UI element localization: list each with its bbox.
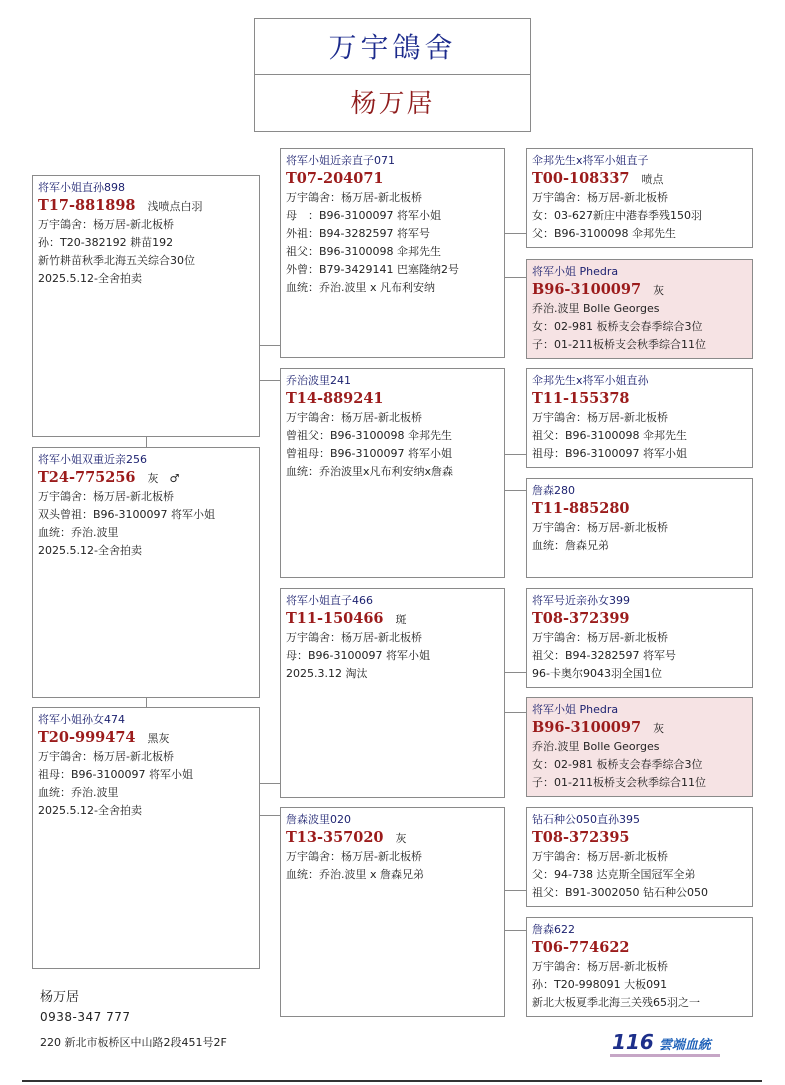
connector <box>259 380 280 381</box>
ring-number: T08-372399 <box>532 610 630 627</box>
info-line: 2025.5.12-全舍拍卖 <box>38 544 142 557</box>
bird-card-parent-4 <box>280 807 505 1017</box>
info-line: 万宇鴿舍：杨万居-新北板桥 <box>286 850 422 863</box>
ring-number: T14-889241 <box>286 390 384 407</box>
ring-number: T08-372395 <box>532 829 630 846</box>
info-line: 子：01-211板桥支会秋季综合11位 <box>532 338 706 351</box>
loft-name: 万宇鴿舍 <box>328 31 457 64</box>
bird-name: 将军小姐 Phedra <box>532 265 619 278</box>
connector <box>259 815 280 816</box>
connector <box>259 783 280 784</box>
bird-name: 詹森622 <box>532 923 575 936</box>
color-note: 喷点 <box>641 173 664 186</box>
info-line: 孙：T20-998091 大板091 <box>532 978 668 991</box>
color-note: 浅喷点白羽 <box>147 200 203 213</box>
bird-card-grandparent-2 <box>526 259 753 359</box>
bird-name: 伞邦先生x将军小姐直孙 <box>532 374 649 387</box>
info-line: 2025.3.12 淘汰 <box>286 667 368 680</box>
bird-card-subject-3 <box>32 707 260 969</box>
bird-card-grandparent-4 <box>526 478 753 578</box>
connector <box>504 233 526 234</box>
info-line: 外祖：B94-3282597 将军号 <box>286 227 430 240</box>
connector <box>504 672 526 673</box>
info-line: 万宇鴿舍：杨万居-新北板桥 <box>532 521 668 534</box>
info-line: 万宇鴿舍：杨万居-新北板桥 <box>532 191 668 204</box>
info-line: 万宇鴿舍：杨万居-新北板桥 <box>532 411 668 424</box>
logo-number: 116 <box>612 1030 654 1054</box>
bird-card-grandparent-6 <box>526 697 753 797</box>
ring-number: T20-999474 黑灰 <box>38 729 170 746</box>
ring-number: T13-357020 灰 <box>286 829 407 846</box>
bird-name: 詹森波里020 <box>286 813 351 826</box>
connector <box>146 697 147 707</box>
info-line: 血统：詹森兄弟 <box>532 539 609 552</box>
bird-card-subject-1 <box>32 175 260 437</box>
ring-number: T00-108337 喷点 <box>532 170 664 187</box>
bird-name: 将军小姐孙女474 <box>38 713 125 726</box>
info-line: 祖父：B91-3002050 钻石种公050 <box>532 886 708 899</box>
info-line: 万宇鴿舍：杨万居-新北板桥 <box>286 191 422 204</box>
color-note: 黑灰 <box>147 732 170 745</box>
bird-card-parent-3 <box>280 588 505 798</box>
ring-number: T17-881898 浅喷点白羽 <box>38 197 203 214</box>
info-line: 祖父：B94-3282597 将军号 <box>532 649 676 662</box>
connector <box>504 712 526 713</box>
contact-address: 220 新北市板桥区中山路2段451号2F <box>40 1036 227 1049</box>
contact-phone: 0938-347 777 <box>40 1010 131 1024</box>
bottom-divider <box>22 1080 762 1082</box>
info-line: 母：B96-3100097 将军小姐 <box>286 649 430 662</box>
bird-name: 乔治波里241 <box>286 374 351 387</box>
info-line: 祖母：B96-3100097 将军小姐 <box>532 447 687 460</box>
info-line: 万宇鴿舍：杨万居-新北板桥 <box>532 850 668 863</box>
bird-card-parent-1 <box>280 148 505 358</box>
color-note: 斑 <box>395 613 407 626</box>
ring-number: T07-204071 <box>286 170 384 187</box>
owner-name-box <box>254 74 531 132</box>
connector <box>504 890 526 891</box>
connector <box>504 930 526 931</box>
connector <box>259 345 280 346</box>
info-line: 万宇鴿舍：杨万居-新北板桥 <box>38 218 174 231</box>
ring-number: T24-775256 灰 ♂ <box>38 469 180 486</box>
info-line: 女：02-981 板桥支会春季综合3位 <box>532 758 703 771</box>
info-line: 2025.5.12-全舍拍卖 <box>38 272 142 285</box>
loft-name-box <box>254 18 531 75</box>
bird-name: 钻石种公050直孙395 <box>532 813 640 826</box>
info-line: 血统：乔治.波里 x 凡布利安纳 <box>286 281 435 294</box>
info-line: 祖母：B96-3100097 将军小姐 <box>38 768 193 781</box>
info-line: 血统：乔治.波里 <box>38 526 119 539</box>
info-line: 血统：乔治.波里 x 詹森兄弟 <box>286 868 424 881</box>
color-note: 灰 <box>653 722 665 735</box>
info-line: 女：03-627新庄中港春季残150羽 <box>532 209 702 222</box>
info-line: 子：01-211板桥支会秋季综合11位 <box>532 776 706 789</box>
info-line: 曾祖父：B96-3100098 伞邦先生 <box>286 429 452 442</box>
info-line: 万宇鴿舍：杨万居-新北板桥 <box>38 750 174 763</box>
bird-card-grandparent-1 <box>526 148 753 248</box>
info-line: 万宇鴿舍：杨万居-新北板桥 <box>38 490 174 503</box>
bird-card-grandparent-7 <box>526 807 753 907</box>
info-line: 母 ：B96-3100097 将军小姐 <box>286 209 441 222</box>
bird-card-subject-2 <box>32 447 260 698</box>
bird-name: 伞邦先生x将军小姐直子 <box>532 154 649 167</box>
bird-card-parent-2 <box>280 368 505 578</box>
info-line: 万宇鴿舍：杨万居-新北板桥 <box>532 631 668 644</box>
bird-card-grandparent-3 <box>526 368 753 468</box>
bird-name: 将军号近亲孙女399 <box>532 594 630 607</box>
logo-underline <box>610 1054 720 1057</box>
ring-number: T06-774622 <box>532 939 630 956</box>
connector <box>504 454 526 455</box>
bird-name: 将军小姐双重近亲256 <box>38 453 147 466</box>
info-line: 2025.5.12-全舍拍卖 <box>38 804 142 817</box>
info-line: 乔治.波里 Bolle Georges <box>532 740 660 753</box>
info-line: 血统：乔治.波里 <box>38 786 119 799</box>
info-line: 万宇鴿舍：杨万居-新北板桥 <box>286 631 422 644</box>
owner-name: 杨万居 <box>350 89 435 119</box>
info-line: 女：02-981 板桥支会春季综合3位 <box>532 320 703 333</box>
info-line: 血统：乔治波里x凡布利安纳x詹森 <box>286 465 454 478</box>
info-line: 96-卡奥尔9043羽全国1位 <box>532 667 662 680</box>
color-note: 灰 <box>653 284 665 297</box>
bird-name: 将军小姐近亲直子071 <box>286 154 395 167</box>
connector <box>146 437 147 447</box>
brand-logo <box>612 1030 711 1054</box>
info-line: 乔治.波里 Bolle Georges <box>532 302 660 315</box>
ring-number: B96-3100097 灰 <box>532 719 665 736</box>
color-note: 灰 <box>395 832 407 845</box>
bird-card-grandparent-8 <box>526 917 753 1017</box>
contact-name: 杨万居 <box>40 990 80 1005</box>
info-line: 父：94-738 达克斯全国冠军全弟 <box>532 868 696 881</box>
ring-number: T11-885280 <box>532 500 630 517</box>
ring-number: T11-150466 斑 <box>286 610 407 627</box>
logo-text: 雲端血統 <box>658 1038 711 1053</box>
bird-card-grandparent-5 <box>526 588 753 688</box>
connector <box>504 277 526 278</box>
ring-number: T11-155378 <box>532 390 630 407</box>
bird-name: 詹森280 <box>532 484 575 497</box>
info-line: 父：B96-3100098 伞邦先生 <box>532 227 676 240</box>
connector <box>504 490 526 491</box>
info-line: 孙：T20-382192 耕苗192 <box>38 236 174 249</box>
info-line: 双头曾祖：B96-3100097 将军小姐 <box>38 508 215 521</box>
bird-name: 将军小姐直子466 <box>286 594 373 607</box>
ring-number: B96-3100097 灰 <box>532 281 665 298</box>
info-line: 祖父：B96-3100098 伞邦先生 <box>532 429 687 442</box>
bird-name: 将军小姐直孙898 <box>38 181 125 194</box>
info-line: 外曾：B79-3429141 巴塞隆纳2号 <box>286 263 459 276</box>
info-line: 万宇鴿舍：杨万居-新北板桥 <box>286 411 422 424</box>
info-line: 祖父：B96-3100098 伞邦先生 <box>286 245 441 258</box>
info-line: 万宇鴿舍：杨万居-新北板桥 <box>532 960 668 973</box>
info-line: 曾祖母：B96-3100097 将军小姐 <box>286 447 452 460</box>
bird-name: 将军小姐 Phedra <box>532 703 619 716</box>
info-line: 新竹耕苗秋季北海五关综合30位 <box>38 254 195 267</box>
info-line: 新北大板夏季北海三关残65羽之一 <box>532 996 700 1009</box>
color-note: 灰 ♂ <box>147 472 180 485</box>
